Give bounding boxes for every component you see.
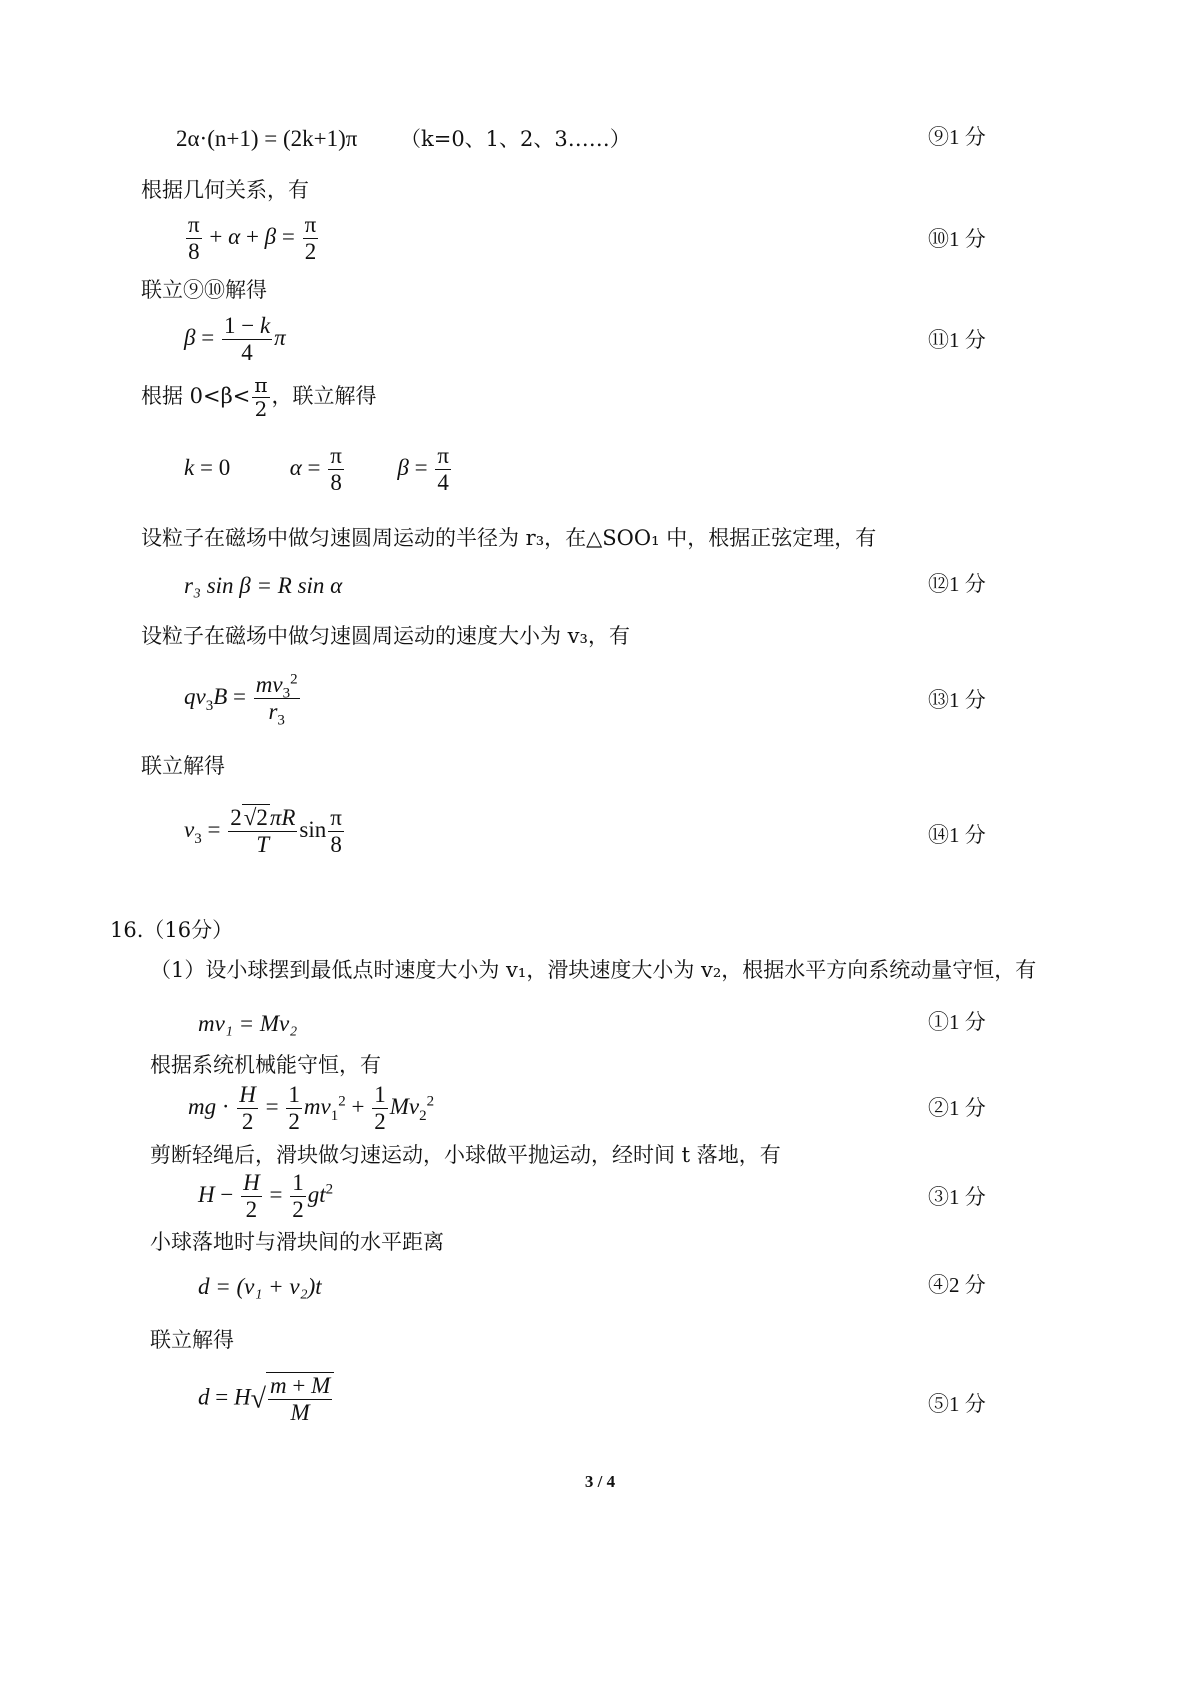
text-combine-2: 联立解得 (141, 754, 225, 778)
text-velocity: 设粒子在磁场中做匀速圆周运动的速度大小为 v₃，有 (141, 624, 630, 648)
equation-q16-5: d = H√ $\frac{m + M}{M}$ (198, 1372, 334, 1427)
equation-10: $\frac{\pi}{8}$ + α + β = $\frac{\pi}{2}$ (188, 212, 317, 265)
fraction: $\frac{H}{2}$ (239, 1082, 256, 1135)
equation-9-condition: （k=0、1、2、3……） (400, 127, 631, 151)
equation-13: $qv_3B$ = $\frac{mv_3^2}{r_3}$ (184, 671, 298, 730)
equation-q16-4: d = (v₁ + v₂)t (198, 1274, 322, 1299)
equation-9 (176, 127, 357, 150)
fraction: $\frac{2√2\pi R}{T}$ (230, 805, 296, 858)
square-root: √ $\frac{m + M}{M}$ (251, 1372, 335, 1427)
equation-q16-3: H − $\frac{H}{2}$ = $\frac{1}{2}$ $gt^2$ (198, 1170, 334, 1223)
text-projectile: 剪断轻绳后，滑块做匀速运动，小球做平抛运动，经时间 t 落地，有 (150, 1143, 781, 1167)
score-q16-1: ①1 分 (928, 1010, 986, 1034)
text-geometry: 根据几何关系，有 (141, 178, 309, 202)
text-distance: 小球落地时与滑块间的水平距离 (150, 1230, 444, 1254)
score-14: ⑭1 分 (928, 823, 986, 847)
text-energy: 根据系统机械能守恒，有 (150, 1053, 381, 1077)
score-10: ⑩1 分 (928, 227, 986, 251)
question-16-heading: 16.（16分） (110, 918, 234, 942)
question-16-part-1: （1）设小球摆到最低点时速度大小为 v₁，滑块速度大小为 v₂，根据水平方向系统动量守恒，有 (150, 958, 1037, 982)
fraction: $\frac{1}{2}$ (288, 1082, 300, 1135)
score-9: ⑨1 分 (928, 125, 986, 149)
fraction: $\frac{1 - k}{4}$ (223, 313, 271, 366)
fraction: $\frac{\pi}{2}$ (254, 373, 268, 421)
text-range-pre: 根据 0<β< (141, 384, 251, 408)
score-q16-4: ④2 分 (928, 1273, 986, 1297)
fraction: $\frac{\pi}{2}$ (304, 212, 317, 265)
fraction: $\frac{1}{2}$ (292, 1170, 304, 1223)
text-range (141, 374, 377, 421)
fraction: $\frac{mv_3^2}{r_3}$ (255, 671, 298, 730)
equation-14: $v_3$ = $\frac{2√2\pi R}{T}$ sin $\frac{\pi}{8}$ (184, 805, 342, 858)
text-range-post: ，联立解得 (271, 384, 377, 408)
fraction: $\frac{m + M}{M}$ (266, 1372, 334, 1427)
text-radius: 设粒子在磁场中做匀速圆周运动的半径为 r₃，在△SOO₁ 中，根据正弦定理，有 (141, 526, 877, 550)
fraction: $\frac{\pi}{8}$ (188, 212, 200, 265)
equation-11: β = $\frac{1 - k}{4}$ π (184, 313, 286, 366)
score-13: ⑬1 分 (928, 688, 986, 712)
fraction: $\frac{\pi}{8}$ (330, 443, 342, 496)
text-combine-3: 联立解得 (150, 1328, 234, 1352)
score-12: ⑫1 分 (928, 572, 986, 596)
score-11: ⑪1 分 (928, 328, 986, 352)
fraction: $\frac{\pi}{8}$ (330, 805, 342, 858)
solution-values: k = 0 α = $\frac{\pi}{8}$ β = $\frac{\pi}{4}$ (184, 443, 449, 496)
fraction: $\frac{H}{2}$ (243, 1170, 260, 1223)
score-q16-3: ③1 分 (928, 1185, 986, 1209)
text-combine-1: 联立⑨⑩解得 (141, 278, 267, 302)
page-number: 3 / 4 (584, 1472, 616, 1491)
score-q16-2: ②1 分 (928, 1096, 986, 1120)
equation-9-text: 2α·(n+1) = (2k+1)π (176, 126, 358, 151)
equation-12: r₃ sin β = R sin α (184, 573, 343, 598)
fraction: $\frac{1}{2}$ (374, 1082, 386, 1135)
fraction: $\frac{\pi}{4}$ (437, 443, 449, 496)
equation-q16-1: mv₁ = Mv₂ (198, 1011, 298, 1036)
score-q16-5: ⑤1 分 (928, 1392, 986, 1416)
equation-q16-2: mg · $\frac{H}{2}$ = $\frac{1}{2}$ $mv_1^2$ + $\frac{1}{2}$ $Mv_2^2$ (188, 1082, 435, 1135)
